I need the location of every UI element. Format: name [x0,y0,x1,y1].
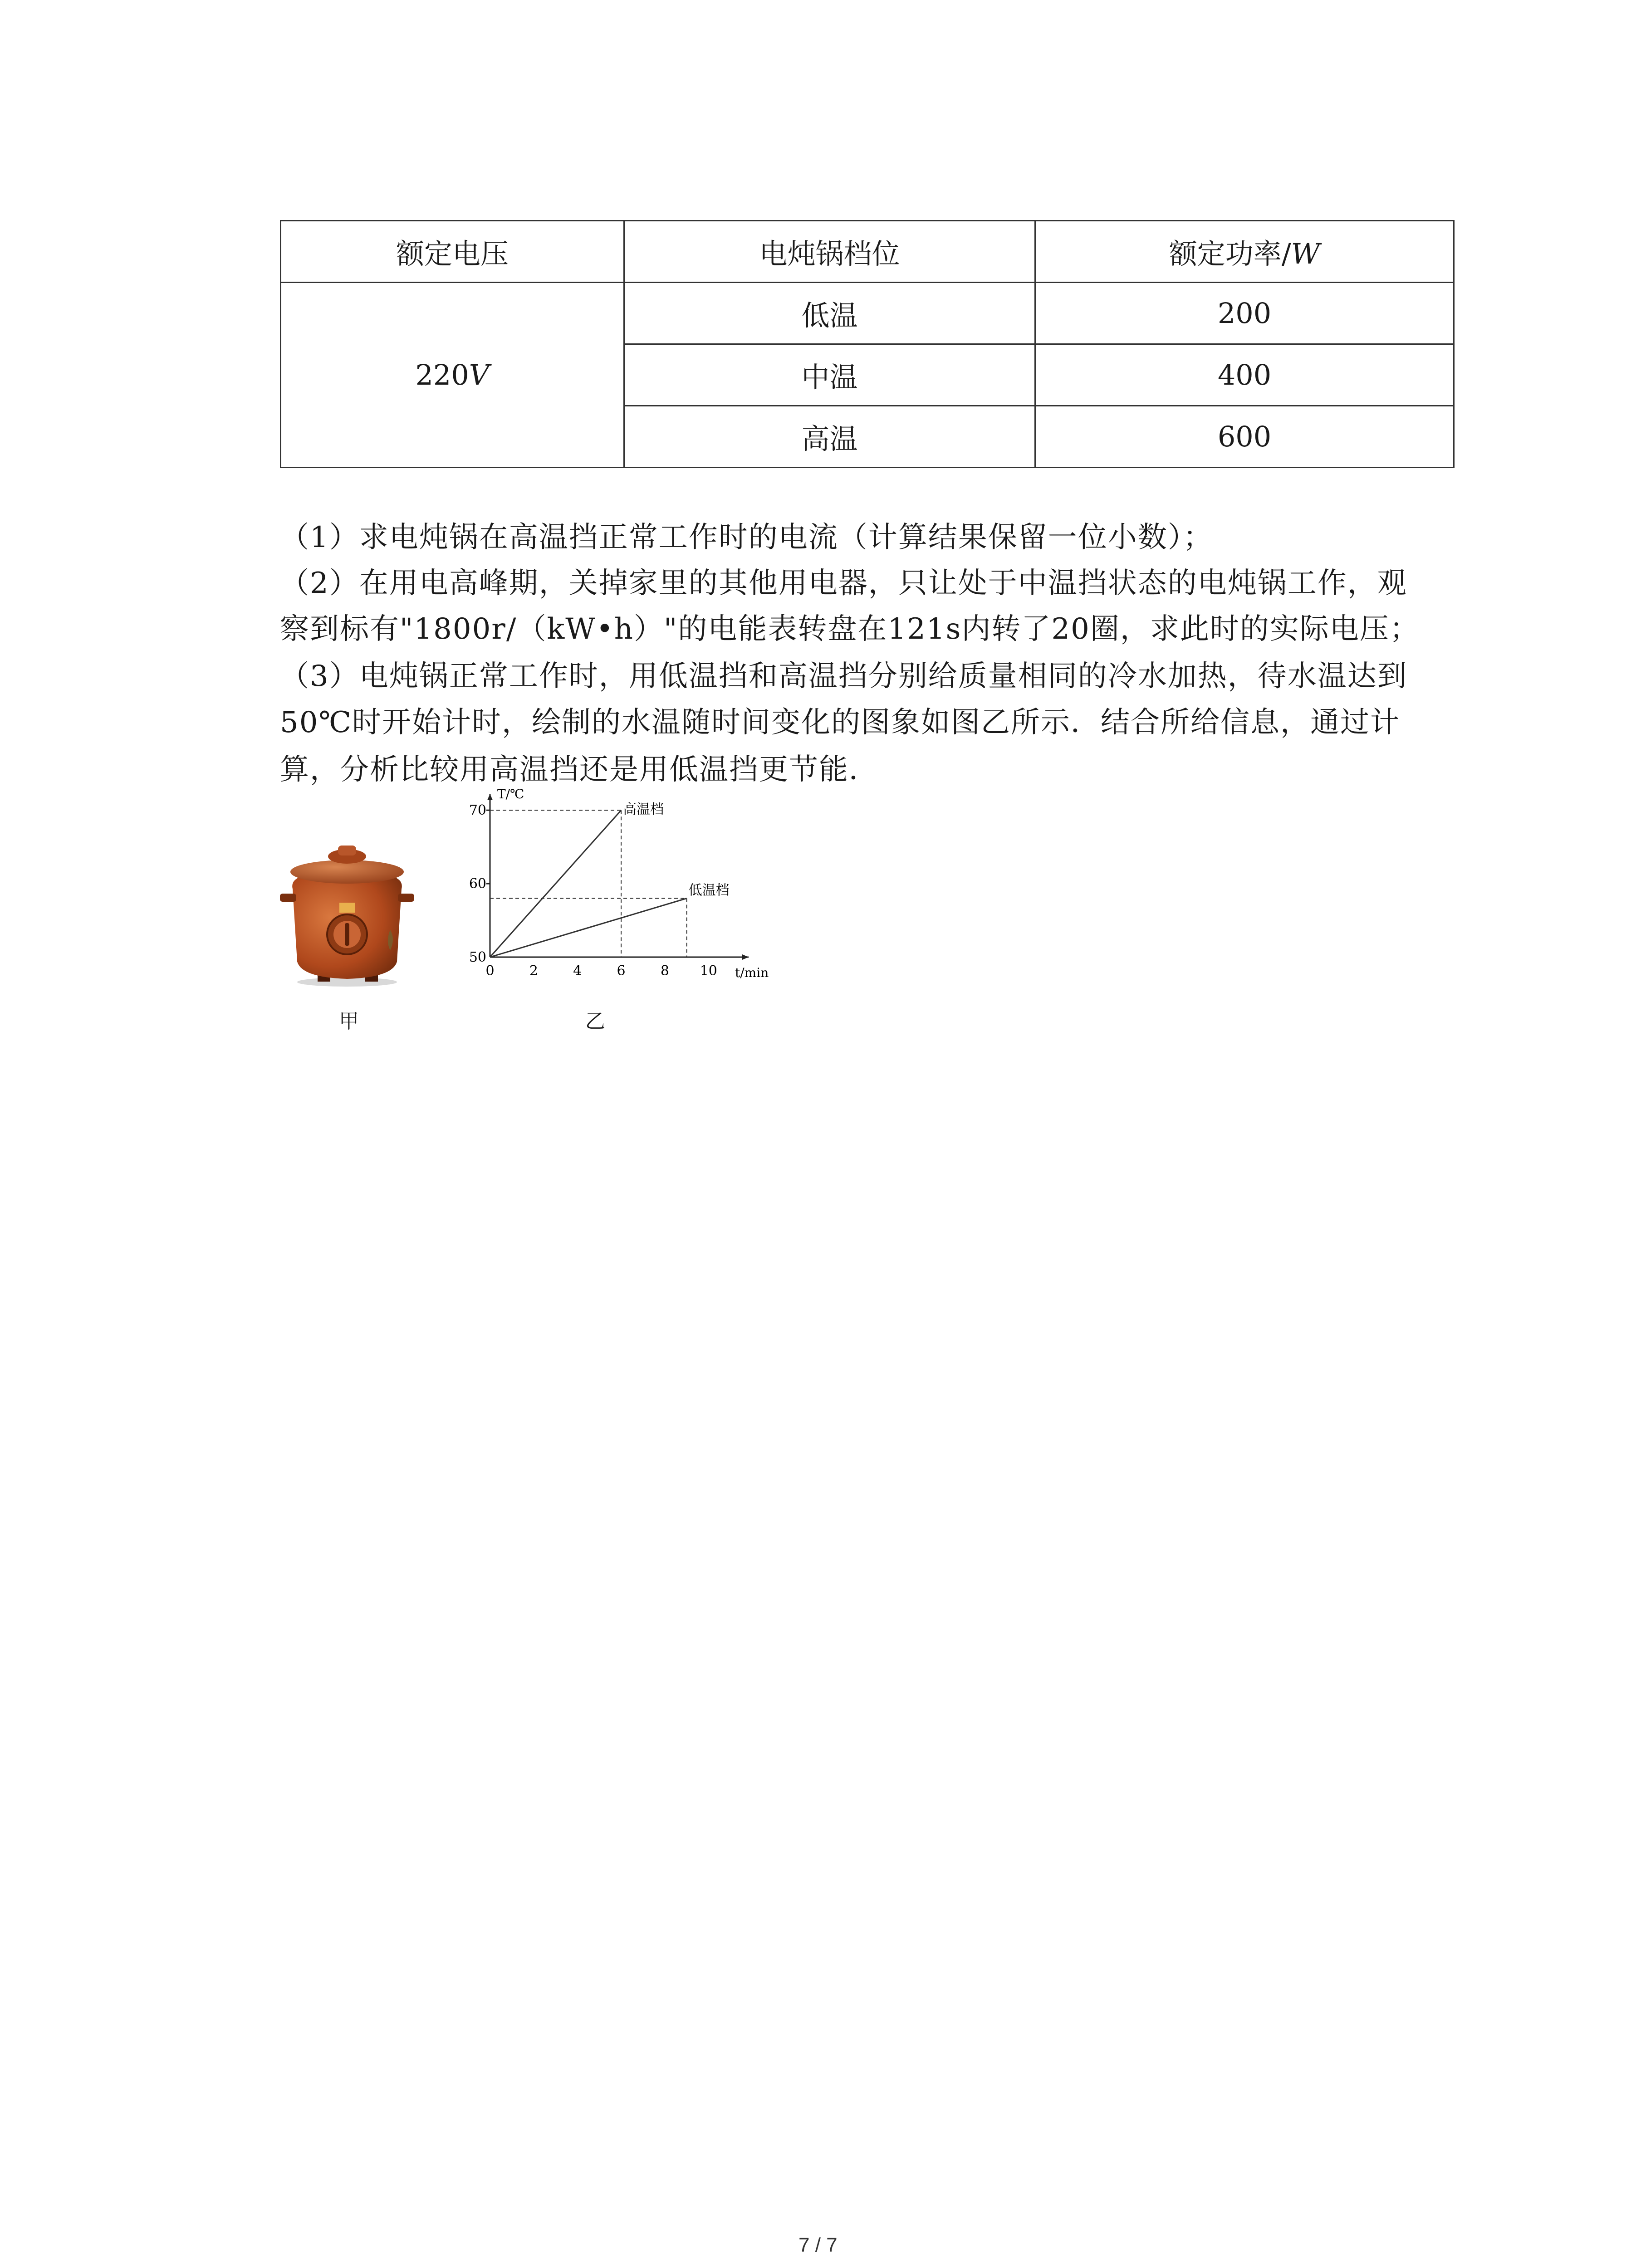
question-3-line-3: 算，分析比较用高温挡还是用低温挡更节能． [280,753,879,787]
question-2-line-1: （2）在用电高峰期，关掉家里的其他用电器，只让处于中温挡状态的电炖锅工作，观 [280,567,1407,600]
power-cell: 600 [1035,406,1454,468]
caption-yi: 乙 [585,1010,605,1033]
caption-jia: 甲 [339,1010,359,1033]
header-level: 电炖锅档位 [624,221,1035,283]
question-2-line-2: 察到标有"1800r/（kW•h）"的电能表转盘在121s内转了20圈，求此时的实际电压； [280,612,1420,646]
header-voltage: 额定电压 [281,221,624,283]
page-number: 7 / 7 [798,2234,838,2256]
series-line [490,810,621,957]
y-tick-label: 70 [469,802,486,819]
table-header-row [281,221,1454,283]
x-tick-label: 0 [485,963,495,979]
level-cell: 中温 [624,344,1035,406]
y-tick-label: 50 [469,949,486,965]
level-cell: 高温 [624,406,1035,468]
question-1: （1）求电炖锅在高温挡正常工作时的电流（计算结果保留一位小数）； [280,521,1213,554]
x-tick-label: 10 [700,963,717,979]
voltage-cell: 220V [281,283,624,468]
x-tick-label: 6 [617,963,626,979]
x-axis-label: t/min [735,965,769,980]
question-3-line-1: （3）电炖锅正常工作时，用低温挡和高温挡分别给质量相同的冷水加热，待水温达到 [280,660,1407,693]
x-tick-label: 4 [573,963,582,979]
series-label: 低温档 [688,882,730,899]
y-tick-label: 60 [469,876,486,892]
level-cell: 低温 [624,283,1035,344]
y-axis-arrow [487,794,493,800]
table-row [281,283,1454,344]
x-tick-label: 2 [529,963,538,979]
question-3-line-2: 50℃时开始计时，绘制的水温随时间变化的图象如图乙所示．结合所给信息，通过计 [280,706,1401,739]
series-label: 高温档 [623,802,664,818]
x-tick-label: 8 [660,963,670,979]
x-axis-arrow [742,954,749,960]
series-line [490,898,687,957]
power-cell: 200 [1035,283,1454,344]
y-axis-label: T/℃ [497,789,524,802]
slow-cooker-image [274,839,420,989]
temperature-chart [458,789,776,989]
power-cell: 400 [1035,344,1454,406]
spec-table [280,220,1455,468]
header-power: 额定功率/W [1035,221,1454,283]
